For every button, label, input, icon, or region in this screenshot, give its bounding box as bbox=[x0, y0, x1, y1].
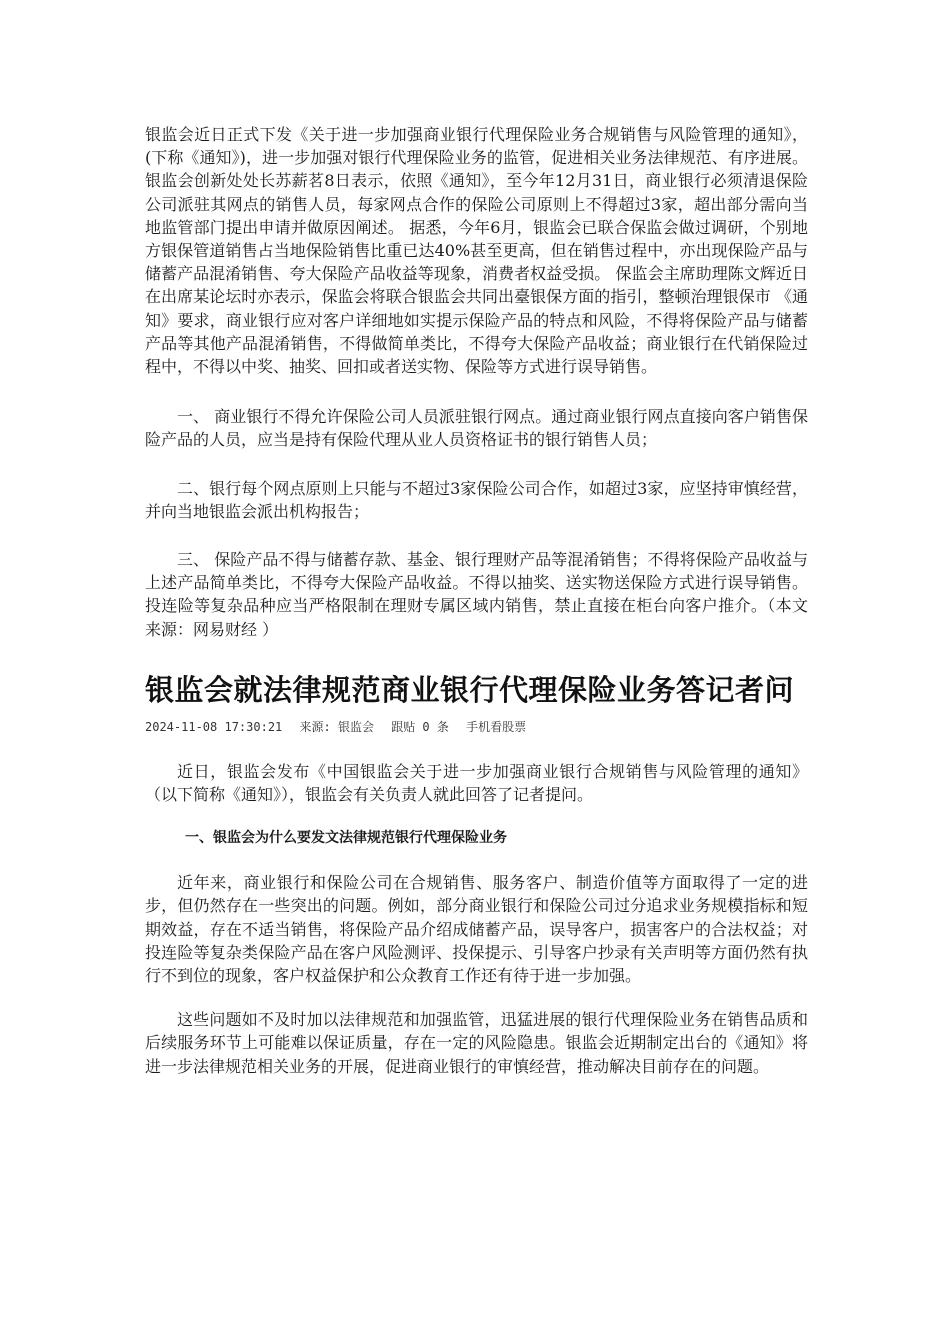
mobile-stock-link: 手机看股票 bbox=[466, 719, 527, 734]
section-heading-1: 一、银监会为什么要发文法律规范银行代理保险业务 bbox=[185, 830, 507, 847]
source-label: 来源: 银监会 bbox=[299, 719, 374, 734]
article-lead: 近日，银监会发布《中国银监会关于进一步加强商业银行合规销售与风险管理的通知》（以下简称《通知》），银监会有关负责人就此回答了记者提问。 bbox=[145, 761, 808, 805]
notice-item-1: 一、 商业银行不得允许保险公司人员派驻银行网点。通过商业银行网点直接向客户销售保险产品的人员，应当是持有保险代理从业人员资格证书的银行销售人员； bbox=[145, 407, 808, 450]
section1-paragraph-2: 这些问题如不及时加以法律规范和加强监管，迅猛进展的银行代理保险业务在销售品质和后续服务环节上可能难以保证质量，存在一定的风险隐患。银监会近期制定出台的《通知》将进一步法律规范相关业务的开展，促进商业银行的审慎经营，推动解决目前存在的问题。 bbox=[145, 1010, 808, 1076]
publish-datetime: 2024-11-08 17:30:21 bbox=[145, 719, 283, 734]
article-headline: 银监会就法律规范商业银行代理保险业务答记者问 bbox=[145, 672, 795, 707]
reply-count: 跟贴 0 条 bbox=[391, 719, 449, 734]
notice-item-3: 三、 保险产品不得与储蓄存款、基金、银行理财产品等混淆销售；不得将保险产品收益与上述产品简单类比，不得夸大保险产品收益。不得以抽奖、送实物送保险方式进行误导销售。投连险等复杂品种应当严格限制在理财专属区域内销售，禁止直接在柜台向客户推介。（本文来源：网易财经 ） bbox=[145, 550, 808, 639]
intro-paragraph: 银监会近日正式下发《关于进一步加强商业银行代理保险业务合规销售与风险管理的通知》，(下称《通知》)，进一步加强对银行代理保险业务的监管，促进相关业务法律规范、有序进展。 银监会创新处处长苏薪茗8日表示，依照《通知》，至今年12月31日，商业银行必须清退保险公司派驻其网点的销售人员，每家网点合作的保险公司原则上不得超过3家，超出部分需向当地监管部门提出申请并做原因阐述。 据悉，今年6月，银监会已联合保监会做过调研，个别地方银保管道销售占当地保险销售比重已达40%甚至更高，但在销售过程中，亦出现保险产品与储蓄产品混淆销售、夸大保险产品收益等现象，消费者权益受损。 保监会主席助理陈文辉近日在出席某论坛时亦表示，保监会将联合银监会共同出臺银保方面的指引，整顿治理银保市 《通知》要求，商业银行应对客户详细地如实提示保险产品的特点和风险，不得将保险产品与储蓄产品等其他产品混淆销售，不得做简单类比，不得夸大保险产品收益；商业银行在代销保险过程中，不得以中奖、抽奖、回扣或者送实物、保险等方式进行误导销售。 bbox=[145, 125, 808, 377]
article-meta bbox=[145, 718, 808, 736]
article-body bbox=[145, 760, 808, 1078]
notice-item-2: 二、银行每个网点原则上只能与不超过3家保险公司合作，如超过3家，应坚持审慎经营，并向当地银监会派出机构报告； bbox=[145, 478, 808, 521]
section1-paragraph-1: 近年来，商业银行和保险公司在合规销售、服务客户、制造价值等方面取得了一定的进步，但仍然存在一些突出的问题。例如，部分商业银行和保险公司过分追求业务规模指标和短期效益，存在不适当销售，将保险产品介绍成储蓄产品，误导客户，损害客户的合法权益；对投连险等复杂类保险产品在客户风险测评、投保提示、引导客户抄录有关声明等方面仍然有执行不到位的现象，客户权益保护和公众教育工作还有待于进一步加强。 bbox=[145, 873, 808, 986]
